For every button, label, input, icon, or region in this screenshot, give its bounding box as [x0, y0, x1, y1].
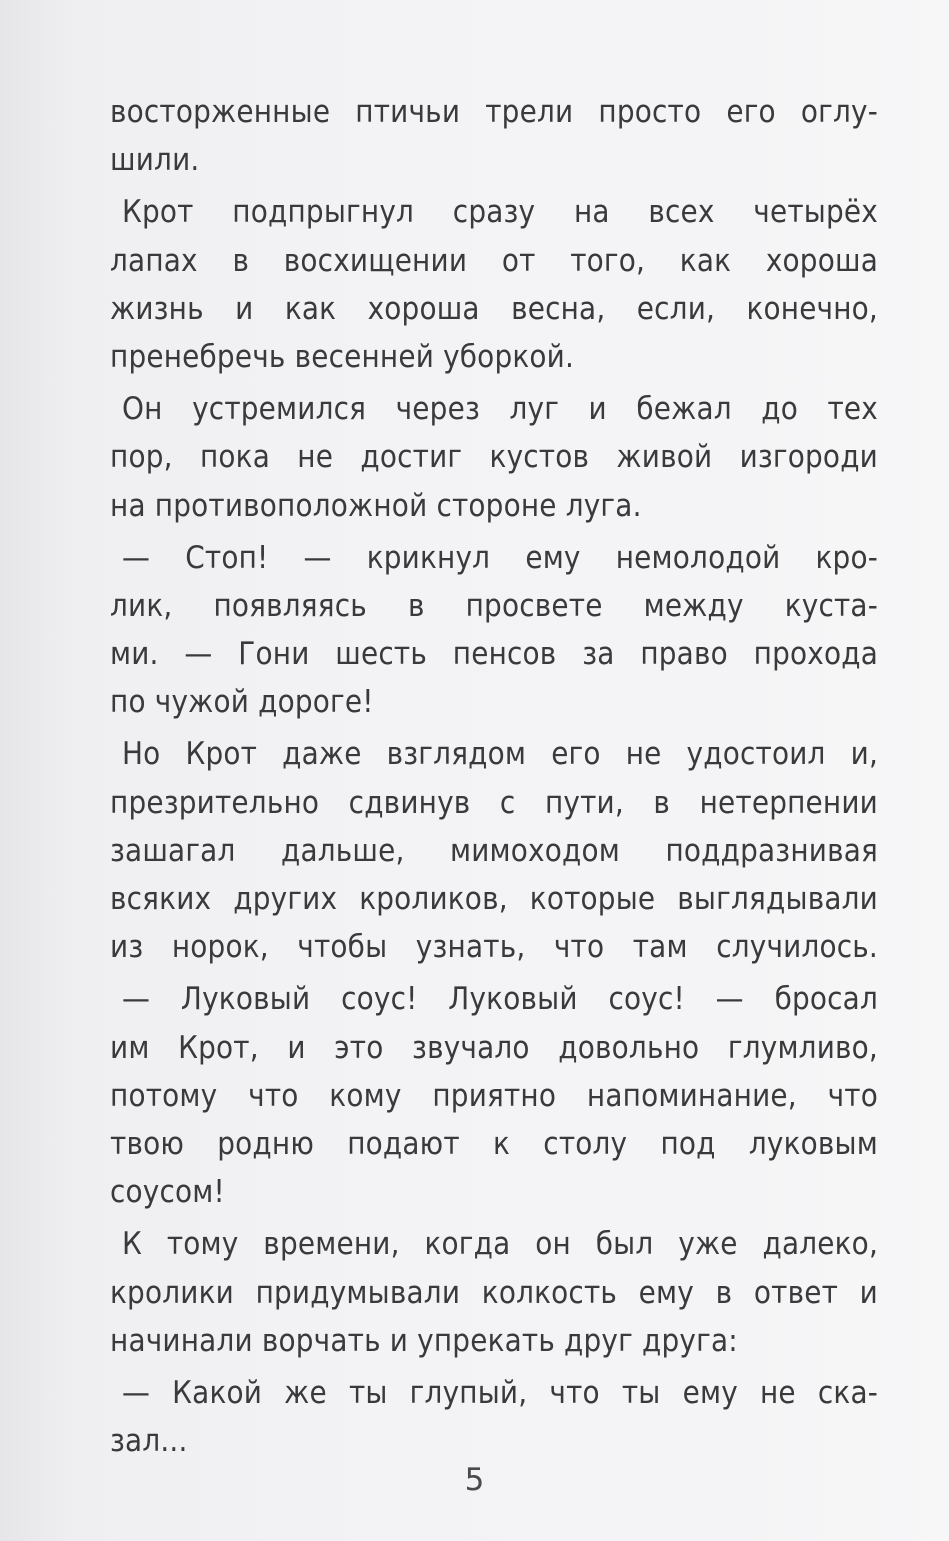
- text-line: им Крот, и это звучало довольно глумливо,: [110, 1029, 878, 1066]
- text-line: Он устремился через луг и бежал до тех: [122, 391, 878, 428]
- paragraph-6: [110, 975, 878, 1216]
- text-line: по чужой дороге!: [110, 684, 374, 721]
- text-line: пренебречь весенней уборкой.: [110, 338, 575, 375]
- text-line: К тому времени, когда он был уже далеко,: [122, 1226, 878, 1263]
- paragraph-2: [110, 188, 878, 381]
- text-line: пор, пока не достиг кустов живой изгороди: [110, 439, 878, 476]
- text-line: шили.: [110, 142, 200, 179]
- paragraph-8: [110, 1369, 878, 1465]
- text-line: лик, появляясь в просвете между куста-: [110, 587, 878, 624]
- text-line: всяких других кроликов, которые выглядывали: [110, 881, 878, 917]
- text-line: — Какой же ты глупый, что ты ему не ска-: [122, 1374, 878, 1411]
- paragraph-3: [110, 385, 878, 530]
- text-line: на противоположной стороне луга.: [110, 487, 642, 524]
- page-number: 5: [464, 1462, 485, 1498]
- text-line: — Луковый соус! Луковый соус! — бросал: [122, 981, 878, 1018]
- text-line: жизнь и как хороша весна, если, конечно,: [110, 290, 878, 327]
- text-line: потому что кому приятно напоминание, что: [110, 1077, 878, 1114]
- paragraph-4: [110, 534, 878, 727]
- text-line: ми. — Гони шесть пенсов за право прохода: [110, 636, 878, 673]
- paragraph-5: [110, 730, 878, 971]
- text-line: зашагал дальше, мимоходом поддразнивая: [110, 832, 878, 869]
- paragraph-7: [110, 1220, 878, 1365]
- text-line: начинали ворчать и упрекать друг друга:: [110, 1322, 738, 1359]
- paragraph-1: [110, 88, 878, 184]
- text-line: из норок, чтобы узнать, что там случилось.: [110, 929, 878, 966]
- text-line: твою родню подают к столу под луковым: [110, 1125, 878, 1162]
- text-line: кролики придумывали колкость ему в ответ и: [110, 1274, 878, 1311]
- book-page-body: [110, 88, 878, 1469]
- text-line: восторженные птичьи трели просто его оглу-: [110, 94, 878, 130]
- text-line: Но Крот даже взглядом его не удостоил и,: [122, 736, 878, 773]
- text-line: зал...: [110, 1423, 188, 1460]
- text-line: соусом!: [110, 1174, 225, 1211]
- text-line: — Стоп! — крикнул ему немолодой кро-: [122, 539, 878, 576]
- text-line: презрительно сдвинув с пути, в нетерпении: [110, 784, 878, 821]
- text-line: лапах в восхищении от того, как хороша: [110, 242, 878, 279]
- text-line: Крот подпрыгнул сразу на всех четырёх: [122, 194, 878, 231]
